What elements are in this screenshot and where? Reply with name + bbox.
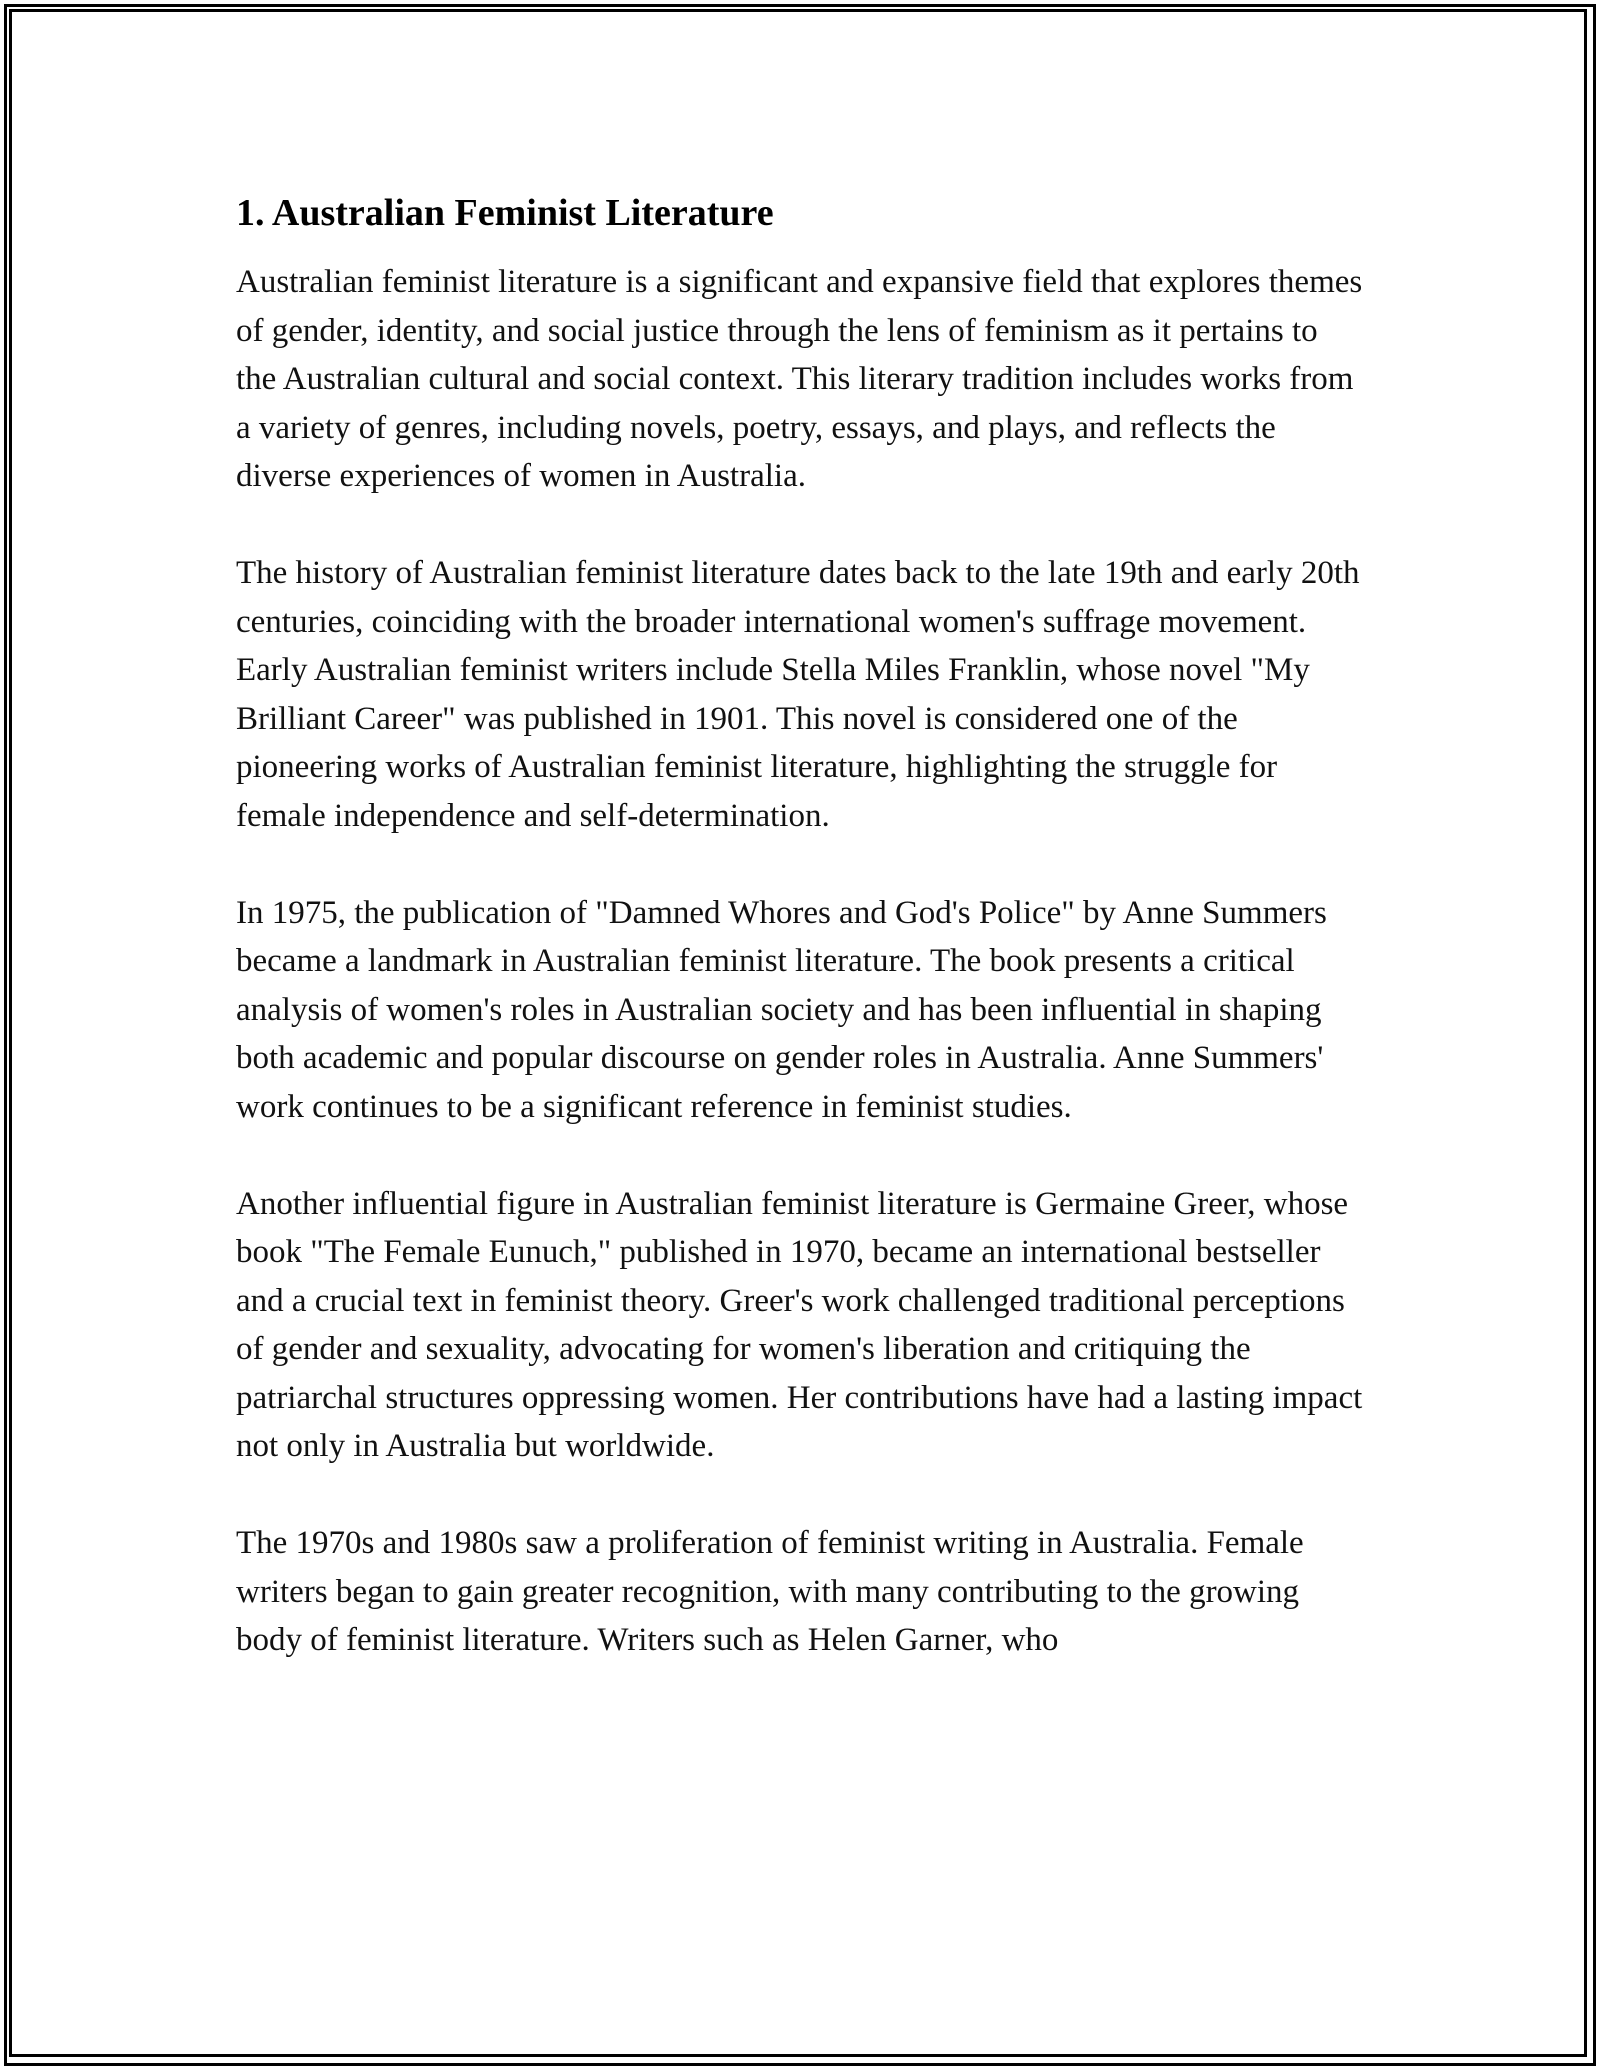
document-body (236, 186, 1364, 1713)
paragraph-history: The history of Australian feminist literature dates back to the late 19th and early 20th centuries, coinciding with the broader international women's suffrage movement. Early Australian feminist writers include Stella Miles Franklin, whose novel "My Brilliant Career" was published in 1901. This novel is considered one of the pioneering works of Australian feminist literature, highlighting the struggle for female independence and self-determination. (236, 555, 1360, 834)
section-heading: 1. Australian Feminist Literature (236, 192, 774, 234)
paragraph-summers: In 1975, the publication of "Damned Whores and God's Police" by Anne Summers became a landmark in Australian feminist literature. The book presents a critical analysis of women's roles in Australian society and has been influential in shaping both academic and popular discourse on gender roles in Australia. Anne Summers' work continues to be a significant reference in feminist studies. (236, 894, 1327, 1125)
paragraph-1970s-1980s: The 1970s and 1980s saw a proliferation of feminist writing in Australia. Female writers began to gain greater recognition, with many contributing to the growing body of feminist literature. Writers such as Helen Garner, who (236, 1525, 1304, 1658)
paragraph-greer: Another influential figure in Australian feminist literature is Germaine Greer, whose book "The Female Eunuch," published in 1970, became an international bestseller and a crucial text in feminist theory. Greer's work challenged traditional perceptions of gender and sexuality, advocating for women's liberation and critiquing the patriarchal structures oppressing women. Her contributions have had a lasting impact not only in Australia but worldwide. (236, 1185, 1363, 1464)
paragraph-intro: Australian feminist literature is a significant and expansive field that explores themes of gender, identity, and social justice through the lens of feminism as it pertains to the Australian cultural and social context. This literary tradition includes works from a variety of genres, including novels, poetry, essays, and plays, and reflects the diverse experiences of women in Australia. (236, 264, 1363, 494)
